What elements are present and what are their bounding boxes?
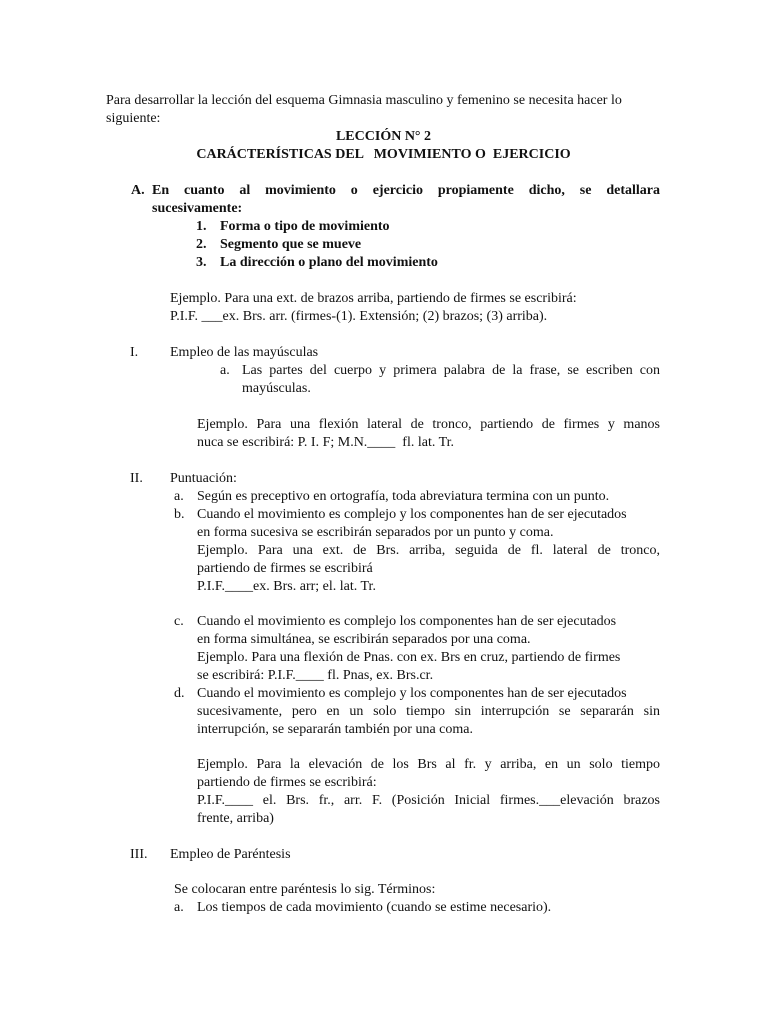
section-a-example-line2: P.I.F. ___ex. Brs. arr. (firmes-(1). Extensión; (2) brazos; (3) arriba).	[170, 309, 548, 324]
section-ii-a-text: Según es preceptivo en ortografía, toda abreviatura termina con un punto.	[197, 489, 610, 504]
section-ii-d-example-line4: frente, arriba)	[197, 811, 274, 826]
section-i-title: Empleo de las mayúsculas	[170, 345, 319, 360]
section-ii-b-line4: partiendo de firmes se escribirá	[197, 561, 373, 576]
lesson-title: LECCIÓN N° 2	[335, 129, 432, 144]
section-ii-d-example-line1: Ejemplo. Para la elevación de los Brs al fr. y arriba, en un solo tiempo	[197, 757, 660, 772]
section-i-numeral: I.	[130, 345, 139, 360]
section-iii-a-marker: a.	[174, 900, 184, 915]
section-a-example-line1: Ejemplo. Para una ext. de brazos arriba, partiendo de firmes se escribirá:	[170, 291, 577, 306]
section-ii-c-line2: en forma simultánea, se escribirán separados por una coma.	[197, 632, 531, 647]
section-i-example-line1: Ejemplo. Para una flexión lateral de tronco, partiendo de firmes y manos	[197, 417, 660, 432]
section-i-item-marker: a.	[220, 363, 230, 378]
section-ii-d-example-line2: partiendo de firmes se escribirá:	[197, 775, 377, 790]
section-iii-a-text: Los tiempos de cada movimiento (cuando se estime necesario).	[197, 900, 552, 915]
section-iii-intro: Se colocaran entre paréntesis lo sig. Términos:	[174, 882, 436, 897]
section-a-item-text: La dirección o plano del movimiento	[220, 255, 438, 270]
section-ii-b-line5: P.I.F.____ex. Brs. arr; el. lat. Tr.	[197, 579, 376, 594]
section-a-item-number: 1.	[196, 219, 207, 234]
section-a-item-number: 2.	[196, 237, 207, 252]
section-ii-b-marker: b.	[174, 507, 185, 522]
section-i-item-line1: Las partes del cuerpo y primera palabra de la frase, se escriben con	[242, 363, 660, 378]
section-ii-d-marker: d.	[174, 686, 185, 701]
section-iii-title: Empleo de Paréntesis	[170, 847, 291, 862]
section-ii-numeral: II.	[130, 471, 143, 486]
section-a-item-text: Segmento que se mueve	[220, 237, 362, 252]
section-a-marker: A.	[131, 183, 145, 198]
section-ii-a-marker: a.	[174, 489, 184, 504]
section-i-item-line2: mayúsculas.	[242, 381, 311, 396]
section-a-heading-line1: En cuanto al movimiento o ejercicio propiamente dicho, se detallara	[152, 183, 660, 198]
section-ii-b-line2: en forma sucesiva se escribirán separados por un punto y coma.	[197, 525, 554, 540]
section-iii-numeral: III.	[130, 847, 148, 862]
section-ii-b-line1: Cuando el movimiento es complejo y los componentes han de ser ejecutados	[197, 507, 627, 522]
section-ii-c-line3: Ejemplo. Para una flexión de Pnas. con ex. Brs en cruz, partiendo de firmes	[197, 650, 621, 665]
section-ii-title: Puntuación:	[170, 471, 237, 486]
section-ii-c-line4: se escribirá: P.I.F.____ fl. Pnas, ex. Brs.cr.	[197, 668, 434, 683]
section-i-example-line2: nuca se escribirá: P. I. F; M.N.____ fl. lat. Tr.	[197, 435, 455, 450]
section-ii-d-line3: interrupción, se separarán también por una coma.	[197, 722, 474, 737]
section-ii-d-example-line3: P.I.F.____ el. Brs. fr., arr. F. (Posición Inicial firmes.___elevación brazos	[197, 793, 660, 808]
section-a-heading-line2: sucesivamente:	[152, 201, 243, 216]
section-a-item-text: Forma o tipo de movimiento	[220, 219, 390, 234]
intro-paragraph: Para desarrollar la lección del esquema Gimnasia masculino y femenino se necesita hacer lo siguiente:	[106, 93, 622, 126]
section-ii-c-line1: Cuando el movimiento es complejo los componentes han de ser ejecutados	[197, 614, 617, 629]
section-ii-c-marker: c.	[174, 614, 184, 629]
section-ii-d-line2: sucesivamente, pero en un solo tiempo sin interrupción se separarán sin	[197, 704, 660, 719]
section-ii-b-line3: Ejemplo. Para una ext. de Brs. arriba, seguida de fl. lateral de tronco,	[197, 543, 660, 558]
lesson-subtitle: CARÁCTERÍSTICAS DEL MOVIMIENTO O EJERCICIO	[196, 147, 571, 162]
section-ii-d-line1: Cuando el movimiento es complejo y los componentes han de ser ejecutados	[197, 686, 627, 701]
section-a-item-number: 3.	[196, 255, 207, 270]
